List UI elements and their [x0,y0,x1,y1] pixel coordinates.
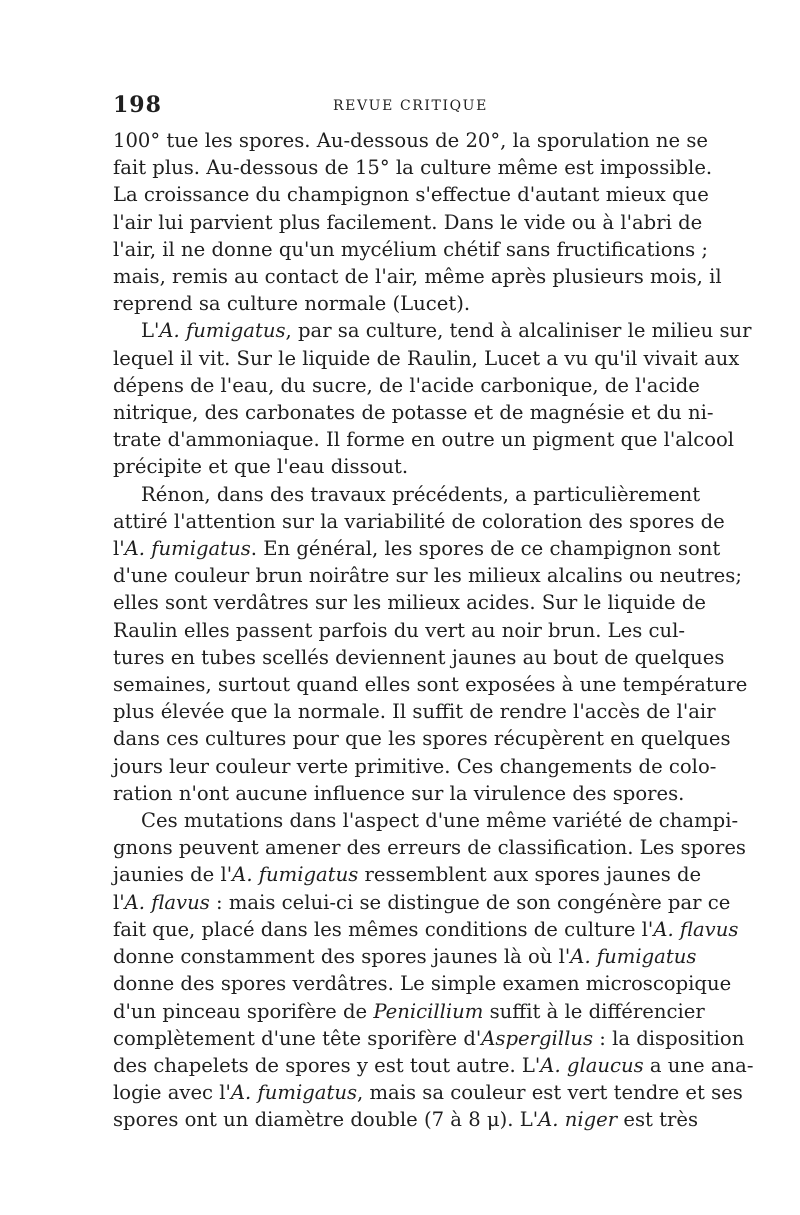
text-line [113,127,709,154]
text-line [113,1052,754,1079]
text-span: semaines, surtout quand elles sont exposées à une température [113,673,748,697]
text-span: donne constamment des spores jaunes là où l' [113,945,571,969]
text-line [113,970,732,997]
text-span: suffit à le différencier [483,999,705,1023]
text-line [113,209,703,236]
text-span: elles sont verdâtres sur les milieux acides. Sur le liquide de [113,591,707,615]
text-span: attiré l'attention sur la variabilité de coloration des spores de [113,509,725,533]
text-line [113,154,713,181]
text-span: fait plus. Au-dessous de 15° la culture même est impossible. [113,156,713,180]
text-line [113,508,725,535]
text-span: reprend sa culture normale (Lucet). [113,292,471,316]
text-span: est très [617,1108,698,1132]
text-span: dépens de l'eau, du sucre, de l'acide carbonique, de l'acide [113,373,700,397]
text-span: trate d'ammoniaque. Il forme en outre un pigment que l'alcool [113,428,735,452]
text-span: l' [113,890,125,914]
text-span: L' [141,319,160,343]
text-span: l' [113,537,125,561]
text-line [113,589,707,616]
page-number: 198 [113,92,162,118]
text-span: l'air, il ne donne qu'un mycélium chétif sans fructifications ; [113,237,709,261]
text-span: Rénon, dans des travaux précédents, a particulièrement [141,482,701,506]
running-head: REVUE CRITIQUE [333,98,488,114]
text-span: gnons peuvent amener des erreurs de classification. Les spores [113,836,746,860]
text-line [113,834,746,861]
text-span: tures en tubes scellés deviennent jaunes au bout de quelques [113,645,725,669]
text-line [113,1106,698,1133]
paragraph [113,481,748,807]
text-span: d'un pinceau sporifère de [113,999,374,1023]
text-line [113,725,731,752]
text-line [113,998,705,1025]
italic-text: A. fumigatus [570,945,697,969]
text-line [113,1025,745,1052]
text-span: , mais sa couleur est vert tendre et ses [357,1081,743,1105]
text-line [113,317,752,344]
text-line [113,399,714,426]
text-line [113,562,742,589]
text-line [113,644,725,671]
text-span: précipite et que l'eau dissout. [113,455,409,479]
paragraph [113,317,752,480]
text-span: plus élevée que la normale. Il suffit de rendre l'accès de l'air [113,700,716,724]
text-span: l'air lui parvient plus facilement. Dans le vide ou à l'abri de [113,210,703,234]
text-span: d'une couleur brun noirâtre sur les milieux alcalins ou neutres; [113,564,742,588]
text-line [113,780,685,807]
text-span: La croissance du champignon s'effectue d'autant mieux que [113,183,709,207]
text-line [113,943,697,970]
text-line [113,889,731,916]
text-span: Raulin elles passent parfois du vert au noir brun. Les cul- [113,618,686,642]
italic-text: A. niger [538,1108,618,1132]
text-span: complètement d'une tête sporifère d' [113,1026,482,1050]
text-line [113,807,739,834]
text-line [113,671,748,698]
text-span: ration n'ont aucune influence sur la virulence des spores. [113,781,685,805]
text-span: , par sa culture, tend à alcaliniser le milieu sur [285,319,752,343]
italic-text: A. fumigatus [124,537,251,561]
text-span: nitrique, des carbonates de potasse et de magnésie et du ni- [113,401,714,425]
text-line [113,453,685,480]
text-line [113,617,685,644]
italic-text: A. flavus [124,890,210,914]
text-span: mais, remis au contact de l'air, même après plusieurs mois, il [113,265,722,289]
text-span: lequel il vit. Sur le liquide de Raulin, Lucet a vu qu'il vivait aux [113,346,740,370]
text-span: logie avec l' [113,1081,231,1105]
text-line [113,345,740,372]
text-span: spores ont un diamètre double (7 à 8 μ). L' [113,1108,539,1132]
text-line [113,698,716,725]
text-span: jaunies de l' [113,863,233,887]
text-line [113,916,739,943]
italic-text: Penicillium [373,999,484,1023]
text-line [113,263,722,290]
text-span: . En général, les spores de ce champignon sont [250,537,721,561]
text-line [113,753,717,780]
italic-text: A. fumigatus [230,1081,358,1105]
text-line [113,236,709,263]
text-span: des chapelets de spores y est tout autre. L' [113,1053,541,1077]
text-span: a une ana- [643,1053,754,1077]
page-header [113,92,685,122]
text-span: 100° tue les spores. Au-dessous de 20°, la sporulation ne se [113,129,709,152]
paragraph [113,127,722,317]
text-line [113,1079,743,1106]
paragraph [113,807,754,1133]
text-line [113,290,685,317]
text-line [113,426,735,453]
italic-text: A. glaucus [540,1053,644,1077]
text-span: ressemblent aux spores jaunes de [358,863,702,887]
italic-text: A. flavus [653,917,739,941]
text-span: jours leur couleur verte primitive. Ces changements de colo- [113,754,717,778]
italic-text: Aspergillus [481,1026,594,1050]
text-line [113,181,709,208]
text-span: donne des spores verdâtres. Le simple examen microscopique [113,972,732,996]
text-line [113,861,702,888]
text-span: : la disposition [593,1026,745,1050]
text-line [113,481,701,508]
text-line [113,372,700,399]
text-span: : mais celui-ci se distingue de son congénère par ce [209,890,731,914]
italic-text: A. fumigatus [159,319,286,343]
text-span: Ces mutations dans l'aspect d'une même variété de champi- [141,809,739,833]
text-span: dans ces cultures pour que les spores récupèrent en quelques [113,727,731,751]
text-span: fait que, placé dans les mêmes conditions de culture l' [113,917,654,941]
body-text [113,127,754,1134]
italic-text: A. fumigatus [232,863,359,887]
text-line [113,535,721,562]
